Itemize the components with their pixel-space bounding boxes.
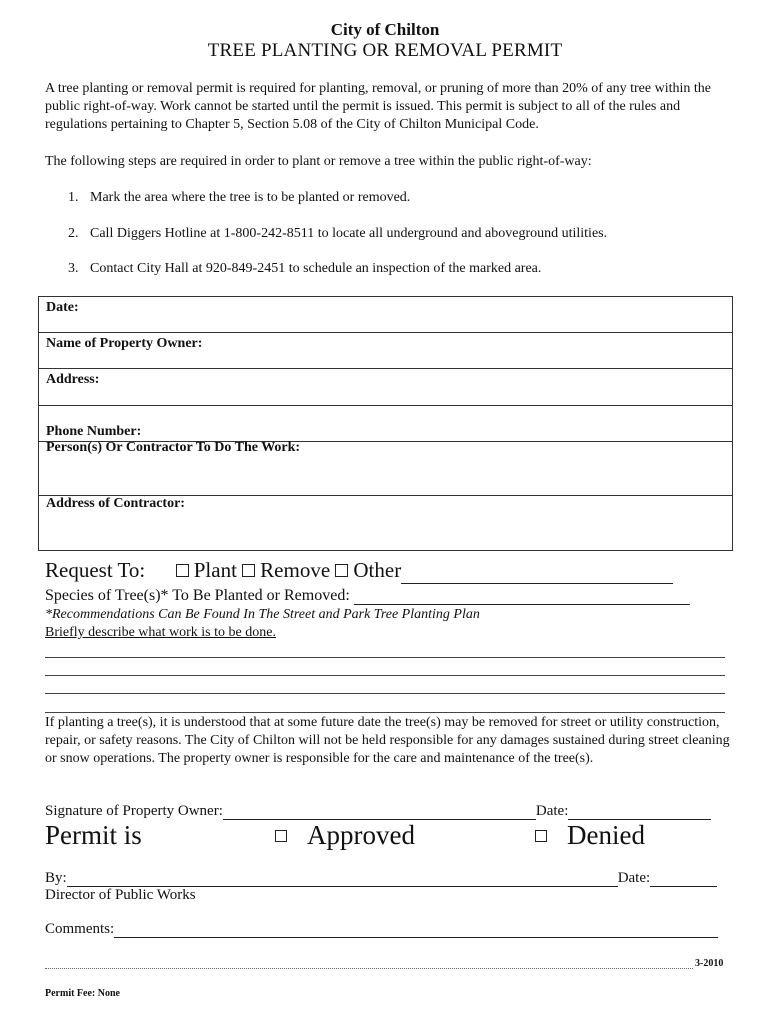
disclaimer-paragraph: If planting a tree(s), it is understood that at some future date the tree(s) may be removed for street or utility construction, repair, or safety reasons. The City of Chilton will not be held responsible for any damages sustained during street cleaning or snow operations. The property owner is responsible for the care and maintenance of the tree(s). [45, 715, 730, 766]
address-label: Address: [46, 372, 100, 387]
contractor-address-label: Address of Contractor: [46, 496, 185, 511]
description-line[interactable] [45, 657, 725, 658]
remove-label: Remove [260, 558, 331, 582]
page-title: TREE PLANTING OR REMOVAL PERMIT [207, 40, 563, 61]
city-name: City of Chilton [330, 20, 440, 39]
steps-intro: The following steps are required in order to plant or remove a tree within the public right-of-way: [45, 154, 592, 169]
signature-date-line[interactable] [568, 803, 711, 820]
denied-option[interactable] [535, 820, 645, 851]
step-item [68, 189, 410, 207]
other-blank-line[interactable] [401, 559, 673, 584]
checkbox-icon[interactable] [176, 564, 189, 577]
approval-date-label: Date: [617, 870, 651, 886]
request-options [45, 556, 673, 584]
denied-label: Denied [567, 820, 645, 850]
bottom-dotted-rule [45, 968, 693, 969]
signature-date-label: Date: [535, 803, 569, 819]
species-blank-line[interactable] [354, 588, 690, 605]
approval-date-line[interactable] [650, 870, 717, 887]
contractor-label: Person(s) Or Contractor To Do The Work: [46, 440, 301, 455]
description-line[interactable] [45, 675, 725, 676]
phone-label: Phone Number: [46, 424, 142, 439]
permit-is-label: Permit is [45, 820, 142, 850]
step-item [68, 260, 541, 278]
description-line[interactable] [45, 712, 725, 713]
property-owner-label: Name of Property Owner: [46, 336, 203, 351]
step-number: 2. [68, 226, 79, 241]
species-row [45, 587, 690, 605]
other-label: Other [353, 558, 402, 582]
step-item [68, 225, 607, 243]
date-label: Date: [46, 300, 79, 315]
form-revision-code: 3-2010 [695, 958, 724, 969]
intro-paragraph: A tree planting or removal permit is required for planting, removal, or pruning of more than 20% of any tree within the public right-of-way. Work cannot be started until the permit is issued. This permit is subject to all of the rules and regulations pertaining to Chapter 5, Section 5.08 of the City of Chilton Municipal Code. [45, 81, 711, 132]
checkbox-icon[interactable] [535, 830, 547, 842]
contractor-address-field[interactable] [39, 496, 732, 549]
step-number: 3. [68, 261, 79, 276]
director-title: Director of Public Works [45, 887, 196, 903]
checkbox-icon[interactable] [242, 564, 255, 577]
signature-label: Signature of Property Owner: [45, 803, 223, 819]
date-field[interactable] [39, 297, 732, 333]
approval-row [45, 870, 717, 887]
checkbox-icon[interactable] [275, 830, 287, 842]
comments-label: Comments: [45, 921, 115, 937]
recommendation-note: *Recommendations Can Be Found In The Street and Park Tree Planting Plan [45, 607, 480, 622]
description-line[interactable] [45, 693, 725, 694]
signature-row [45, 803, 711, 820]
remove-option[interactable] [242, 558, 330, 582]
plant-label: Plant [193, 558, 237, 582]
step-text: Mark the area where the tree is to be planted or removed. [90, 190, 411, 205]
permit-decision-row [45, 820, 745, 856]
address-field[interactable] [39, 369, 732, 406]
approved-label: Approved [307, 820, 415, 850]
comments-row [45, 921, 718, 938]
phone-contractor-field[interactable] [39, 406, 732, 455]
checkbox-icon[interactable] [335, 564, 348, 577]
approved-option[interactable] [275, 820, 415, 851]
comments-line[interactable] [114, 921, 718, 938]
permit-fee: Permit Fee: None [45, 988, 120, 999]
by-signature-line[interactable] [67, 870, 618, 887]
signature-line[interactable] [223, 803, 536, 820]
step-number: 1. [68, 190, 79, 205]
plant-option[interactable] [176, 558, 237, 582]
describe-work-label: Briefly describe what work is to be done. [45, 625, 276, 640]
other-option[interactable] [335, 558, 401, 582]
step-text: Call Diggers Hotline at 1-800-242-8511 to locate all underground and aboveground utilities. [90, 226, 608, 241]
request-label: Request To: [45, 558, 146, 582]
property-owner-field[interactable] [39, 333, 732, 369]
by-label: By: [45, 870, 67, 886]
step-text: Contact City Hall at 920-849-2451 to schedule an inspection of the marked area. [90, 261, 542, 276]
applicant-info-form [38, 296, 733, 551]
species-label: Species of Tree(s)* To Be Planted or Removed: [45, 587, 350, 604]
